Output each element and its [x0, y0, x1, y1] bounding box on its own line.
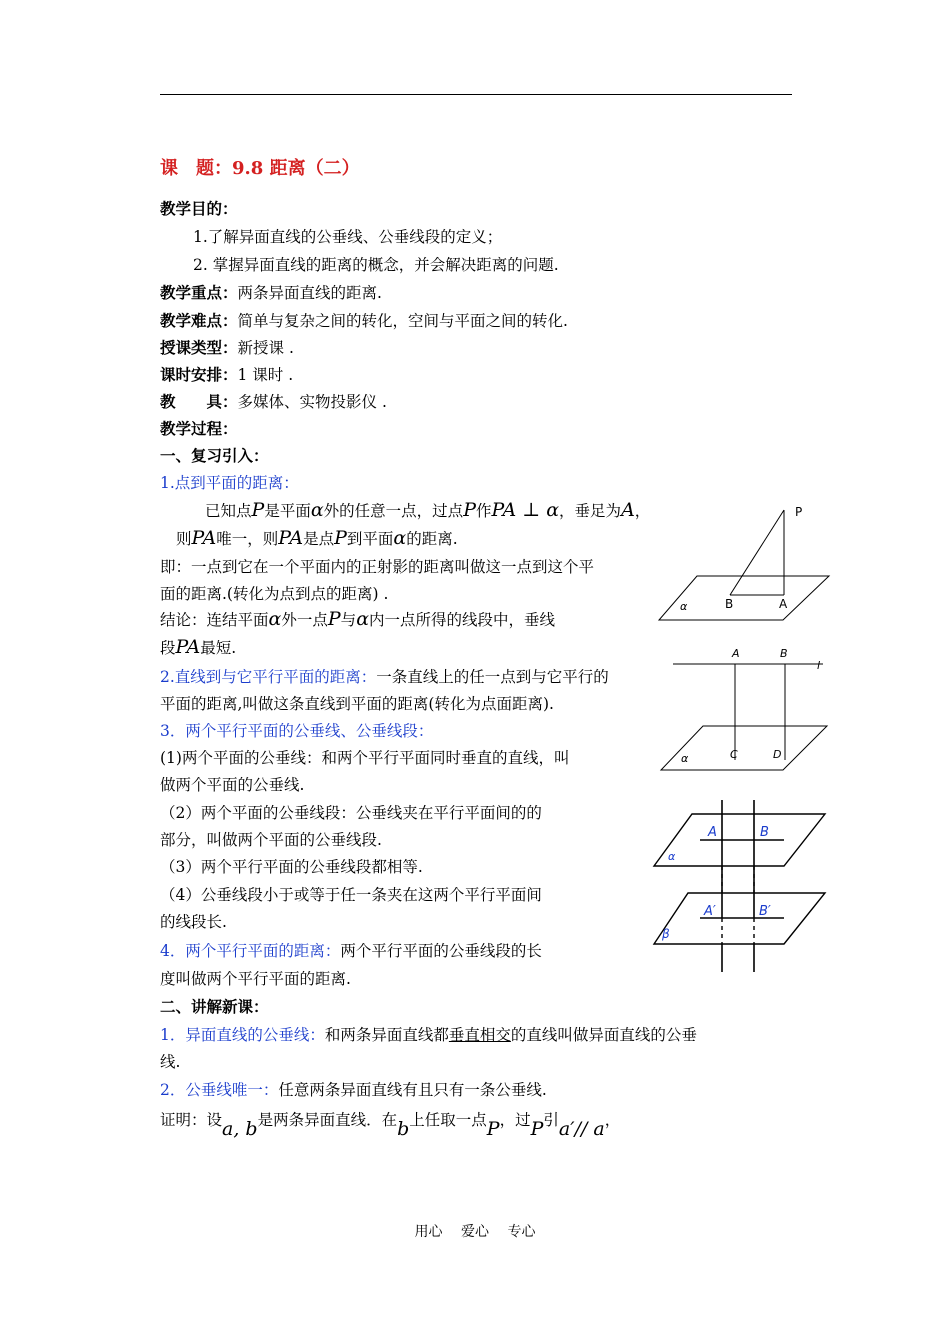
label-B: B [780, 647, 788, 660]
label-B: B [725, 597, 734, 611]
key-point: 教学重点：两条异面直线的距离. [160, 284, 382, 302]
s2-line-2: 平面的距离,叫做这条直线到平面的距离(转化为点面距离). [160, 695, 554, 713]
oblique-PB [730, 510, 784, 595]
s1-line-1: 已知点P是平面α外的任意一点，过点P作PA ⊥ α，垂足为A， [205, 499, 651, 521]
label-B-prime: B′ [759, 904, 771, 919]
label-D: D [773, 748, 782, 761]
s3-line-3: （2）两个平面的公垂线段：公垂线夹在平行平面间的的 [160, 804, 542, 822]
time-arrangement: 课时安排：1 课时 . [160, 366, 294, 384]
n2-line: 2．公垂线唯一：任意两条异面直线有且只有一条公垂线. [160, 1081, 547, 1099]
label-l: l [817, 659, 821, 672]
proof-line: 证明：设a, b是两条异面直线．在b上任取一点P，过P引a′// a， [160, 1111, 621, 1140]
s2-line-1: 2.直线到与它平行平面的距离：一条直线上的任一点到与它平行的 [160, 668, 609, 686]
label-A-prime: A′ [704, 904, 716, 919]
s1-line-3: 即：一点到它在一个平面内的正射影的距离叫做这一点到这个平 [160, 558, 595, 576]
difficulty: 教学难点：简单与复杂之间的转化，空间与平面之间的转化. [160, 312, 568, 330]
label-beta: β [662, 927, 670, 941]
figure-line-plane [655, 640, 835, 780]
teaching-tools: 教 具：多媒体、实物投影仪 . [160, 393, 387, 411]
n1-line-2: 线. [160, 1053, 181, 1071]
lesson-title: 课 题：9.8 距离（二） [160, 158, 360, 179]
label-alpha: α [681, 752, 689, 765]
s4-line-2: 度叫做两个平行平面的距离. [160, 970, 351, 988]
s3-line-6: （4）公垂线段小于或等于任一条夹在这两个平行平面间 [160, 886, 542, 904]
section-1-title: 1.点到平面的距离： [160, 474, 299, 492]
s1-line-6: 段PA最短. [160, 636, 237, 658]
label-B: B [760, 825, 769, 840]
s4-line-1: 4．两个平行平面的距离：两个平行平面的公垂线段的长 [160, 942, 542, 960]
label-C: C [730, 748, 738, 761]
review-heading: 一、复习引入： [160, 447, 269, 465]
s3-line-1: (1)两个平面的公垂线：和两个平行平面同时垂直的直线，叫 [160, 749, 570, 767]
label-A: A [708, 825, 717, 840]
label-A: A [732, 647, 740, 660]
figure-parallel-planes [650, 798, 830, 976]
s3-line-7: 的线段长. [160, 913, 227, 931]
page-footer: 用心 爱心 专心 [414, 1224, 536, 1240]
section-3-title: 3．两个平行平面的公垂线、公垂线段： [160, 722, 434, 740]
label-alpha: α [668, 850, 676, 863]
plane-alpha [659, 576, 829, 620]
n1-line-1: 1．异面直线的公垂线：和两条异面直线都垂直相交的直线叫做异面直线的公垂 [160, 1026, 697, 1044]
objective-item-1: 1.了解异面直线的公垂线、公垂线段的定义； [193, 228, 503, 246]
new-lesson-heading: 二、讲解新课： [160, 998, 269, 1016]
s3-line-2: 做两个平面的公垂线. [160, 776, 305, 794]
s1-line-2: 则PA唯一，则PA是点P到平面α的距离. [176, 527, 458, 549]
label-alpha: α [680, 600, 688, 613]
s1-line-4: 面的距离.(转化为点到点的距离) . [160, 585, 389, 603]
process-heading: 教学过程： [160, 420, 238, 438]
figure-point-plane [655, 500, 835, 630]
s3-line-5: （3）两个平行平面的公垂线段都相等. [160, 858, 423, 876]
header-rule [160, 94, 792, 95]
s1-line-5: 结论：连结平面α外一点P与α内一点所得的线段中，垂线 [160, 608, 556, 630]
lesson-type: 授课类型：新授课 . [160, 339, 294, 357]
label-P: P [795, 505, 803, 519]
label-A: A [779, 597, 788, 611]
objectives-heading: 教学目的： [160, 200, 238, 218]
s3-line-4: 部分，叫做两个平面的公垂线段. [160, 831, 382, 849]
objective-item-2: 2. 掌握异面直线的距离的概念，并会解决距离的问题. [193, 256, 559, 274]
